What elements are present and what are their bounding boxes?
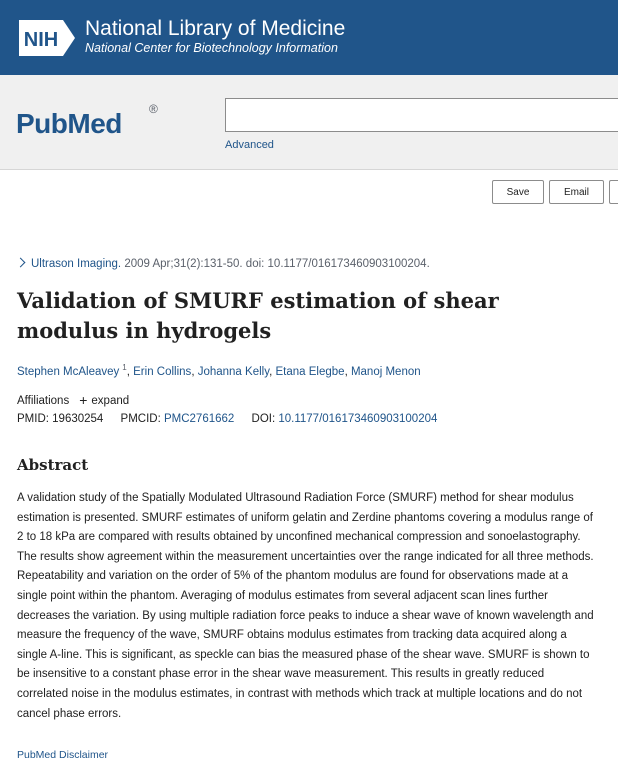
author-link[interactable]: Erin Collins [133,365,192,378]
author-list: Stephen McAleavey $^1$, Erin Collins, Johanna Kelly, Etana Elegbe, Manoj Menon [17,363,421,378]
svg-text:NIH: NIH [23,29,59,51]
pmcid-link[interactable]: PMC2761662 [163,413,235,425]
save-button[interactable]: Save [492,180,544,204]
nih-title[interactable]: National Library of Medicine [85,17,346,40]
nih-subtitle: National Center for Biotechnology Information [85,41,338,55]
pubmed-disclaimer-link[interactable]: PubMed Disclaimer [17,749,109,761]
pubmed-logo-text: PubMed [16,108,122,139]
pmid-value: 19630254 [52,413,104,425]
send-to-button[interactable] [609,180,618,204]
author-link[interactable]: Etana Elegbe [275,365,345,378]
search-input[interactable] [225,98,618,132]
nih-logo-icon[interactable] [17,18,77,58]
article-identifiers [17,413,437,425]
journal-link[interactable]: Ultrason Imaging. [31,258,122,270]
affiliation-ref[interactable]: 1 [122,363,127,372]
author-link[interactable]: Stephen McAleavey [17,365,120,378]
abstract-heading: Abstract [17,456,89,474]
plus-icon: + [79,392,88,408]
doi-label: DOI: [251,413,276,425]
journal-citation [17,258,430,270]
advanced-search-link[interactable]: Advanced [225,139,274,151]
author-link[interactable]: Manoj Menon [350,365,421,378]
affiliations-toggle[interactable] [17,391,129,407]
article-title: Validation of SMURF estimation of shear modulus in hydrogels [17,288,499,343]
nih-banner [0,0,618,75]
pmcid-label: PMCID: [120,413,161,425]
pubmed-logo[interactable] [16,102,166,146]
abstract-text: A validation study of the Spatially Modulated Ultrasound Radiation Force (SMURF) method for shear modulus estimation is presented. SMURF estimates of uniform gelatin and Zerdine phantoms covering a modulus range of 2 to 18 kPa are compared with results obtained by unconfined mechanical compression and sonoelastography. The results show agreement within the measurement uncertainties over the range indicated for all three methods. Repeatability and variation on the order of 5% of the phantom modulus are found for observations made at a single point within the phantom. Averaging of modulus estimates from several adjacent scan lines further decreases the variation. By using multiple radiation force peaks to induce a shear wave of known wavelength and measure the frequency of the wave, SMURF obtains modulus estimates from tracking data acquired along a single A-line. This is significant, as speckle can bias the measured phase of the shear wave. SMURF is shown to be insensitive to a constant phase error in the shear wave measurement. This results in greatly reduced correlated noise in the modulus estimates, in contrast with methods which track at multiple locations and do not cancel phase errors. [17,492,594,720]
email-button[interactable]: Email [549,180,604,204]
affiliations-label: Affiliations [17,395,70,407]
registered-mark: ® [149,102,158,116]
chevron-right-icon[interactable] [16,258,26,268]
pubmed-header [0,75,618,170]
expand-label: expand [91,395,130,407]
author-link[interactable]: Johanna Kelly [197,365,270,378]
pmid-label: PMID: [17,413,49,425]
doi-link[interactable]: 10.1177/016173460903100204 [278,413,438,425]
citation-text: 2009 Apr;31(2):131-50. doi: 10.1177/016173460903100204. [124,258,430,270]
